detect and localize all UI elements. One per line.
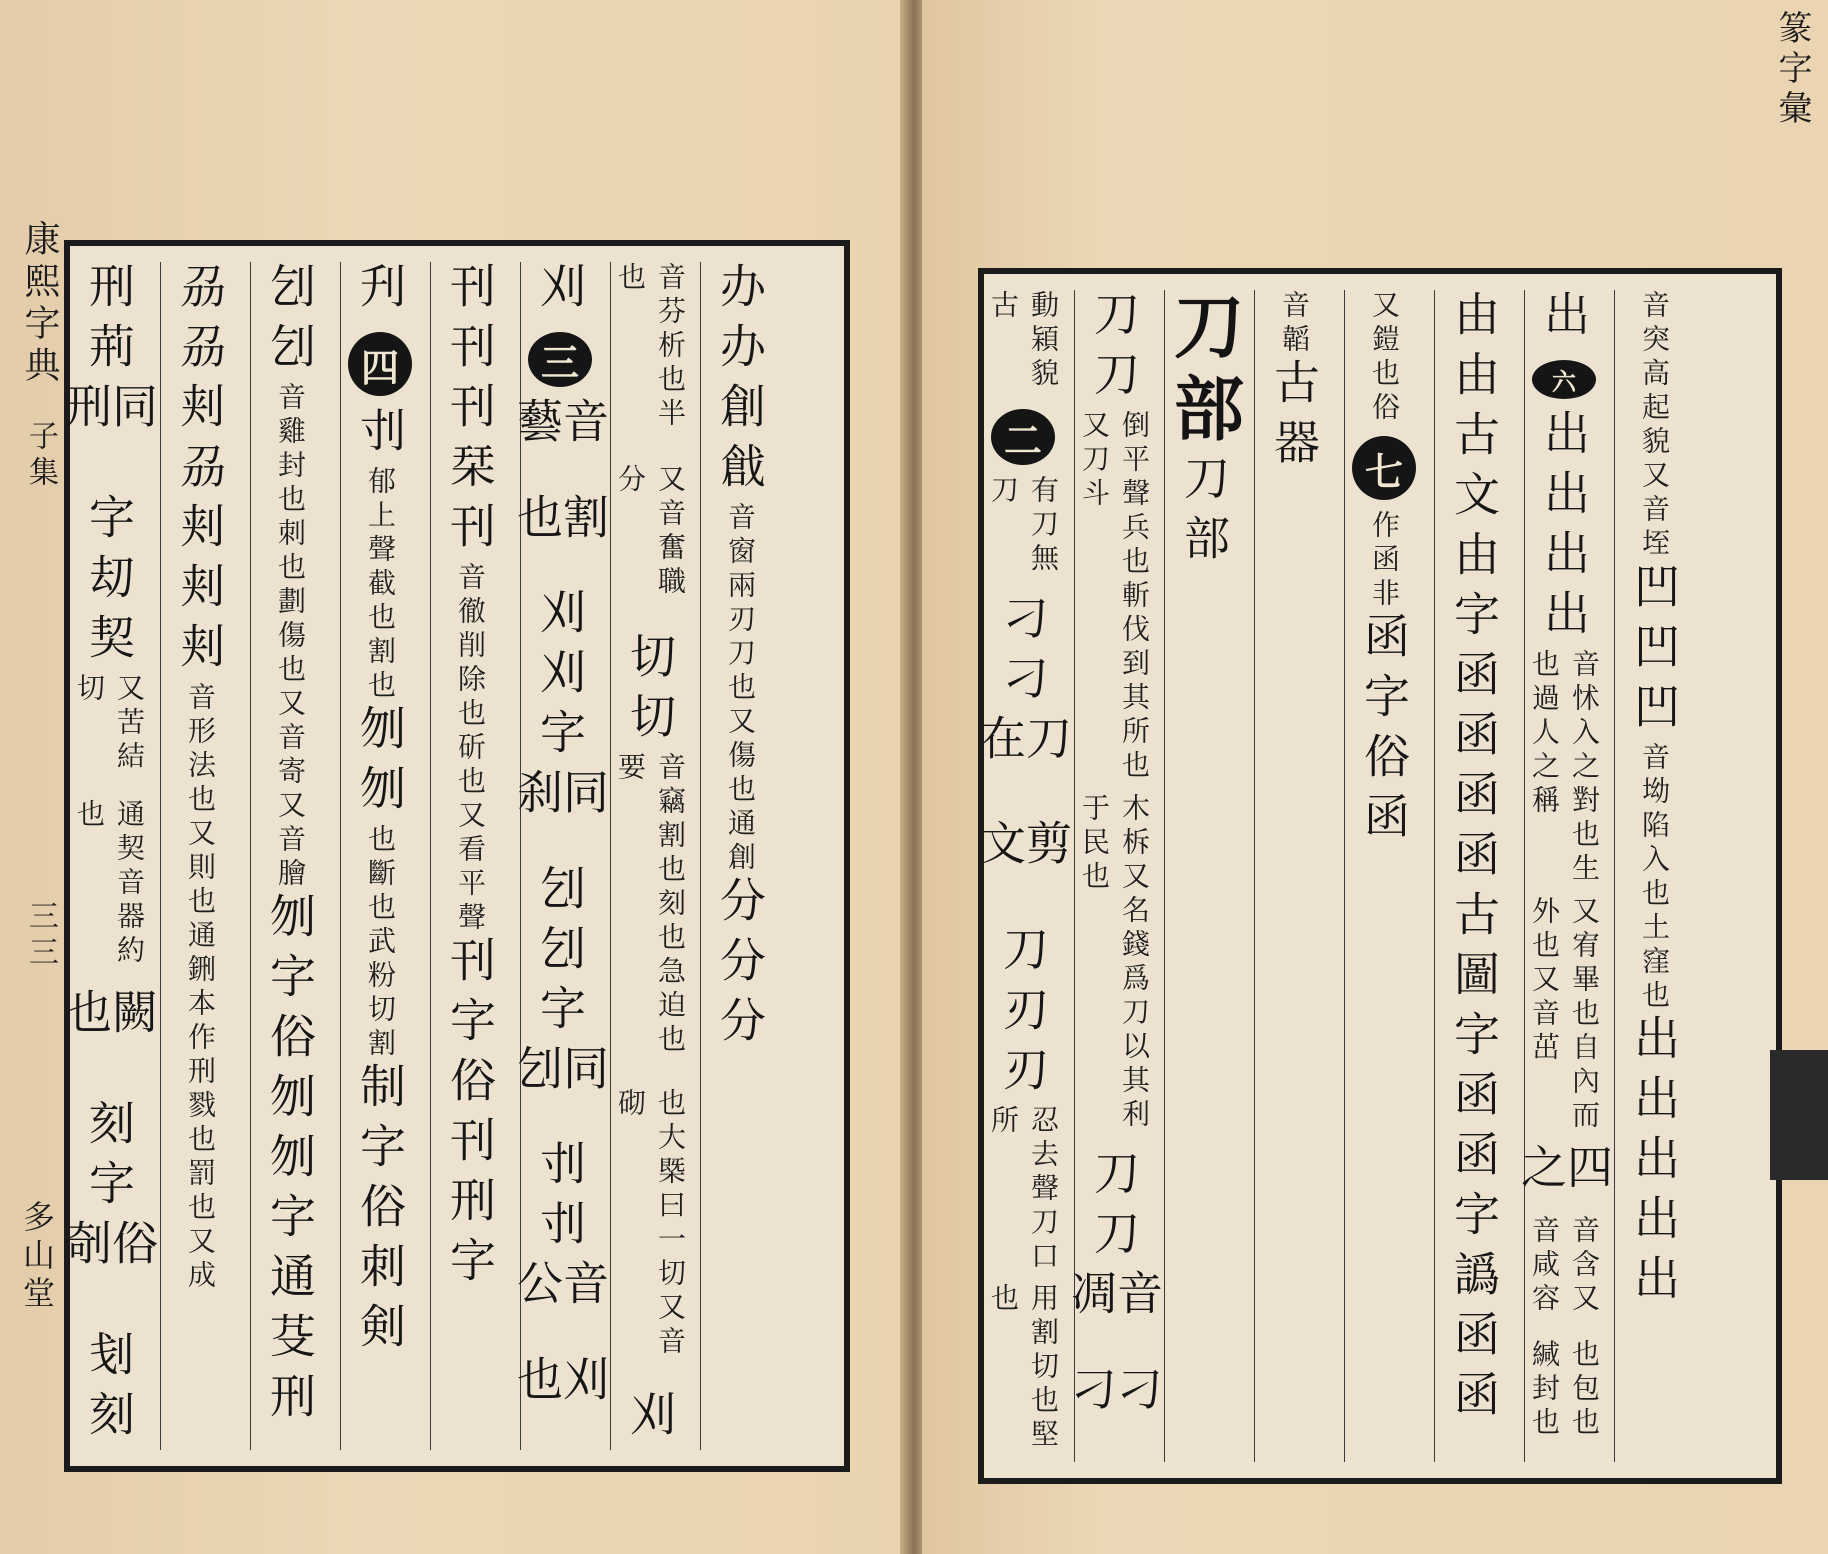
column-text: 刀 — [1087, 1148, 1141, 1209]
column-text: 刁刁 — [1064, 1365, 1164, 1426]
column-text: 字 — [1357, 672, 1411, 732]
column-text: 音含又音咸容 — [1528, 1215, 1601, 1318]
column-text: 用割切也堅也 — [987, 1283, 1060, 1454]
column-text: 字 — [82, 1158, 136, 1219]
column-text: 制 — [353, 1062, 407, 1122]
column-text: 办 — [713, 322, 767, 382]
column-text: 刃 — [996, 984, 1050, 1045]
column-text: 刑 — [263, 1372, 317, 1432]
column-note: 音韜 — [1278, 290, 1311, 358]
column-text: 刾 — [173, 502, 227, 562]
column-text: 出 — [1537, 408, 1591, 469]
column-text: 俗刊 — [443, 1056, 497, 1176]
column-text: 刈 — [623, 1390, 677, 1450]
page-edge-tab — [1770, 1050, 1828, 1180]
column-text: 古文 — [1447, 410, 1501, 530]
column-text: 刀在 — [973, 714, 1073, 775]
column-text: 又音奮職分 — [614, 463, 687, 600]
section-number-badge: 四 — [348, 332, 412, 396]
column-text: 出 — [1627, 1074, 1681, 1134]
page-number: 三三 — [23, 900, 58, 972]
column-text: 刌 — [533, 1139, 587, 1199]
column-note: 又鎧也俗 — [1368, 290, 1401, 426]
column-text: 刊 — [443, 262, 497, 322]
column-text: 刈 — [533, 588, 587, 648]
column-text: 切 — [623, 631, 677, 692]
column-text: 俗函 — [1357, 732, 1411, 852]
column-text: 字 — [353, 1122, 407, 1182]
column-text: 譌 — [1447, 1250, 1501, 1310]
column-text: 武粉切割 — [364, 926, 397, 1062]
column-text: 四之 — [1514, 1142, 1614, 1203]
column-text: 也又看平聲 — [454, 766, 487, 936]
column-text: 也大槩曰一切又音砌 — [614, 1087, 687, 1360]
column-text: 又苦結切 — [73, 673, 146, 776]
column-text: 凹 — [1627, 562, 1681, 622]
right-col-2 — [1064, 290, 1164, 1462]
column-text: 字 — [82, 493, 136, 554]
section-number-badge: 六 — [1532, 360, 1596, 399]
column-text: 剣 — [353, 1302, 407, 1362]
left-col-1 — [59, 262, 159, 1450]
column-text: 又則也通鉶本作刑 — [184, 818, 217, 1090]
column-text: 切 — [623, 691, 677, 752]
column-text: 刾 — [173, 562, 227, 622]
column-text: 办 — [713, 262, 767, 322]
column-text: 字 — [1447, 1010, 1501, 1070]
column-text: 刊 — [443, 322, 497, 382]
column-text: 字 — [533, 983, 587, 1044]
left-text-frame — [59, 240, 850, 1472]
column-text: 刋 — [353, 262, 407, 322]
column-text: 刃 — [996, 1044, 1050, 1105]
column-text: 刌 — [533, 1199, 587, 1259]
column-text: 同刹 — [510, 768, 610, 828]
column-text: 刀 — [996, 924, 1050, 985]
right-col-5 — [1344, 290, 1423, 1462]
column-text: 刑 — [443, 1176, 497, 1236]
column-text: 音形法也 — [184, 682, 217, 818]
column-text: 忍去聲刀口所 — [987, 1104, 1060, 1275]
column-note: 音突高起 — [1638, 290, 1671, 426]
column-text: 函 — [1447, 1370, 1501, 1430]
column-text: 由 — [1447, 350, 1501, 410]
column-text: 由 — [1447, 290, 1501, 350]
column-text: 字 — [533, 708, 587, 768]
column-text: 也又音寄又音膾 — [274, 654, 307, 892]
column-text: 刑 — [82, 262, 136, 322]
column-text: 栞 — [443, 442, 497, 502]
column-text: 字 — [443, 996, 497, 1056]
column-text: 又宥畢也自內而外也又音茁 — [1528, 895, 1601, 1134]
column-text: 函字 — [1447, 1130, 1501, 1250]
column-text: 函 — [1357, 612, 1411, 672]
column-text: 刉 — [263, 262, 317, 322]
column-text: 出 — [1537, 290, 1591, 350]
column-text: 俗剞 — [59, 1218, 159, 1279]
column-text: 出 — [1537, 588, 1591, 649]
column-text: 函 — [1447, 1070, 1501, 1130]
column-text: 字 — [263, 952, 317, 1012]
column-text: 通契音器約也 — [73, 798, 146, 969]
right-col-1 — [973, 290, 1073, 1462]
column-text: 刀部 — [1177, 454, 1231, 574]
right-col-8 — [1614, 290, 1693, 1462]
column-text: 刬 — [82, 1329, 136, 1390]
column-text: 割也 — [510, 492, 610, 553]
column-text: 刕 — [173, 322, 227, 382]
column-text: 音窗兩刃刀也 — [724, 502, 757, 706]
left-margin-title: 康熙字典 — [19, 220, 60, 388]
column-text: 郁上聲截 — [364, 466, 397, 602]
column-note: 動㯋貌古 — [987, 290, 1060, 392]
column-note: 音芬析也半也 — [614, 262, 687, 432]
column-text: 刈 — [533, 262, 587, 322]
column-text: 創 — [713, 382, 767, 442]
column-text: 刕 — [173, 262, 227, 322]
column-text: 刊 — [443, 502, 497, 562]
column-text: 刉 — [533, 863, 587, 924]
column-text: 刎 — [353, 764, 407, 824]
column-text: 出 — [1627, 1254, 1681, 1314]
column-text: 刕 — [173, 442, 227, 502]
column-text: 刻 — [82, 1389, 136, 1450]
left-col-2 — [160, 262, 239, 1450]
column-text: 刉 — [533, 923, 587, 984]
column-text: 出 — [1627, 1194, 1681, 1254]
column-text: 刀 — [1087, 350, 1141, 410]
column-text: 音竊割也刻也急迫也要 — [614, 751, 687, 1058]
left-col-8 — [700, 262, 779, 1450]
left-col-4 — [340, 262, 419, 1450]
right-col-6 — [1434, 290, 1513, 1462]
column-text: 音雞封也刺也劃傷 — [274, 382, 307, 654]
right-col-7 — [1514, 290, 1614, 1462]
column-text: 音藝 — [510, 397, 610, 457]
column-text: 刀 — [1087, 1208, 1141, 1269]
column-text: 貌又音垤 — [1638, 426, 1671, 562]
column-text: 音坳陷入 — [1638, 742, 1671, 878]
left-col-7 — [610, 262, 689, 1450]
column-text: 刁 — [996, 654, 1050, 715]
column-text: 音怵入之對也生也過人之稱 — [1528, 648, 1601, 887]
column-text: 函 — [1447, 830, 1501, 890]
right-text-frame — [973, 268, 1782, 1484]
column-text: 凹 — [1627, 622, 1681, 682]
column-text: 也割也 — [364, 602, 397, 704]
right-col-4 — [1254, 290, 1333, 1462]
column-text: 字 — [443, 1236, 497, 1296]
publisher-label: 多山堂 — [18, 1200, 56, 1314]
left-col-5 — [430, 262, 509, 1450]
column-text: 刀 — [1087, 290, 1141, 350]
column-text: 刈也 — [510, 1354, 610, 1415]
column-text: 刌 — [353, 406, 407, 466]
column-text: 函 — [1447, 710, 1501, 770]
column-text: 出 — [1537, 468, 1591, 529]
column-text: 戧 — [713, 442, 767, 502]
column-text: 作函非 — [1368, 510, 1401, 612]
column-text: 刊 — [443, 936, 497, 996]
column-text: 闕也 — [59, 987, 159, 1048]
section-number-badge: 七 — [1352, 436, 1416, 500]
column-text: 函 — [1447, 770, 1501, 830]
column-text: 又傷也通創 — [724, 706, 757, 876]
column-text: 分 — [713, 936, 767, 996]
left-page — [0, 0, 912, 1554]
column-text: 倒平聲兵也斬伐到其所也又刀斗 — [1078, 410, 1151, 784]
column-text: 刾 — [173, 382, 227, 442]
column-text: 刈 — [533, 648, 587, 708]
column-text: 同刉 — [510, 1043, 610, 1104]
column-text: 由字 — [1447, 530, 1501, 650]
column-text: 同刑 — [59, 382, 159, 442]
column-text: 刉 — [263, 322, 317, 382]
column-text: 戮也罰也又成 — [184, 1090, 217, 1294]
column-text: 也土窪也 — [1638, 878, 1671, 1014]
column-text: 分 — [713, 996, 767, 1056]
column-text: 函 — [1447, 1310, 1501, 1370]
column-text: 荊 — [82, 322, 136, 382]
column-text: 刎 — [263, 1132, 317, 1192]
column-text: 音凋 — [1064, 1268, 1164, 1329]
section-title: 刀部 — [1162, 290, 1246, 454]
column-text: 古器 — [1267, 358, 1321, 478]
column-text: 音徹削除也斫 — [454, 562, 487, 766]
column-text: 出 — [1537, 528, 1591, 589]
column-text: 刊 — [443, 382, 497, 442]
column-text: 字 — [263, 1192, 317, 1252]
right-margin-title: 篆字彙 — [1772, 10, 1812, 130]
column-text: 出 — [1627, 1134, 1681, 1194]
column-text: 刎 — [263, 892, 317, 952]
column-text: 有刀無刀 — [987, 475, 1060, 578]
column-text: 出 — [1627, 1014, 1681, 1074]
column-text: 函 — [1447, 650, 1501, 710]
volume-label: 子集 — [23, 420, 58, 492]
column-text: 也斷也 — [364, 824, 397, 926]
column-text: 木柝又名錢爲刀以其利于民也 — [1078, 793, 1151, 1134]
column-text: 也包也緘封也 — [1528, 1338, 1601, 1441]
column-text: 刻 — [82, 1098, 136, 1159]
column-text: 刧 — [82, 553, 136, 614]
column-text: 凹 — [1627, 682, 1681, 742]
column-text: 刁 — [996, 594, 1050, 655]
column-text: 剪文 — [973, 819, 1073, 880]
column-text: 刾 — [173, 622, 227, 682]
column-text: 音公 — [510, 1259, 610, 1319]
column-text: 古圖 — [1447, 890, 1501, 1010]
column-text: 分 — [713, 876, 767, 936]
right-col-3 — [1162, 290, 1246, 1462]
column-text: 契 — [82, 613, 136, 674]
right-page — [922, 0, 1828, 1554]
section-number-badge: 三 — [528, 332, 592, 387]
section-number-badge: 二 — [991, 409, 1055, 465]
left-col-3 — [250, 262, 329, 1450]
column-text: 俗刎 — [263, 1012, 317, 1132]
column-text: 俗刺 — [353, 1182, 407, 1302]
column-text: 刎 — [353, 704, 407, 764]
left-col-6 — [510, 262, 610, 1450]
column-text: 通芟 — [263, 1252, 317, 1372]
